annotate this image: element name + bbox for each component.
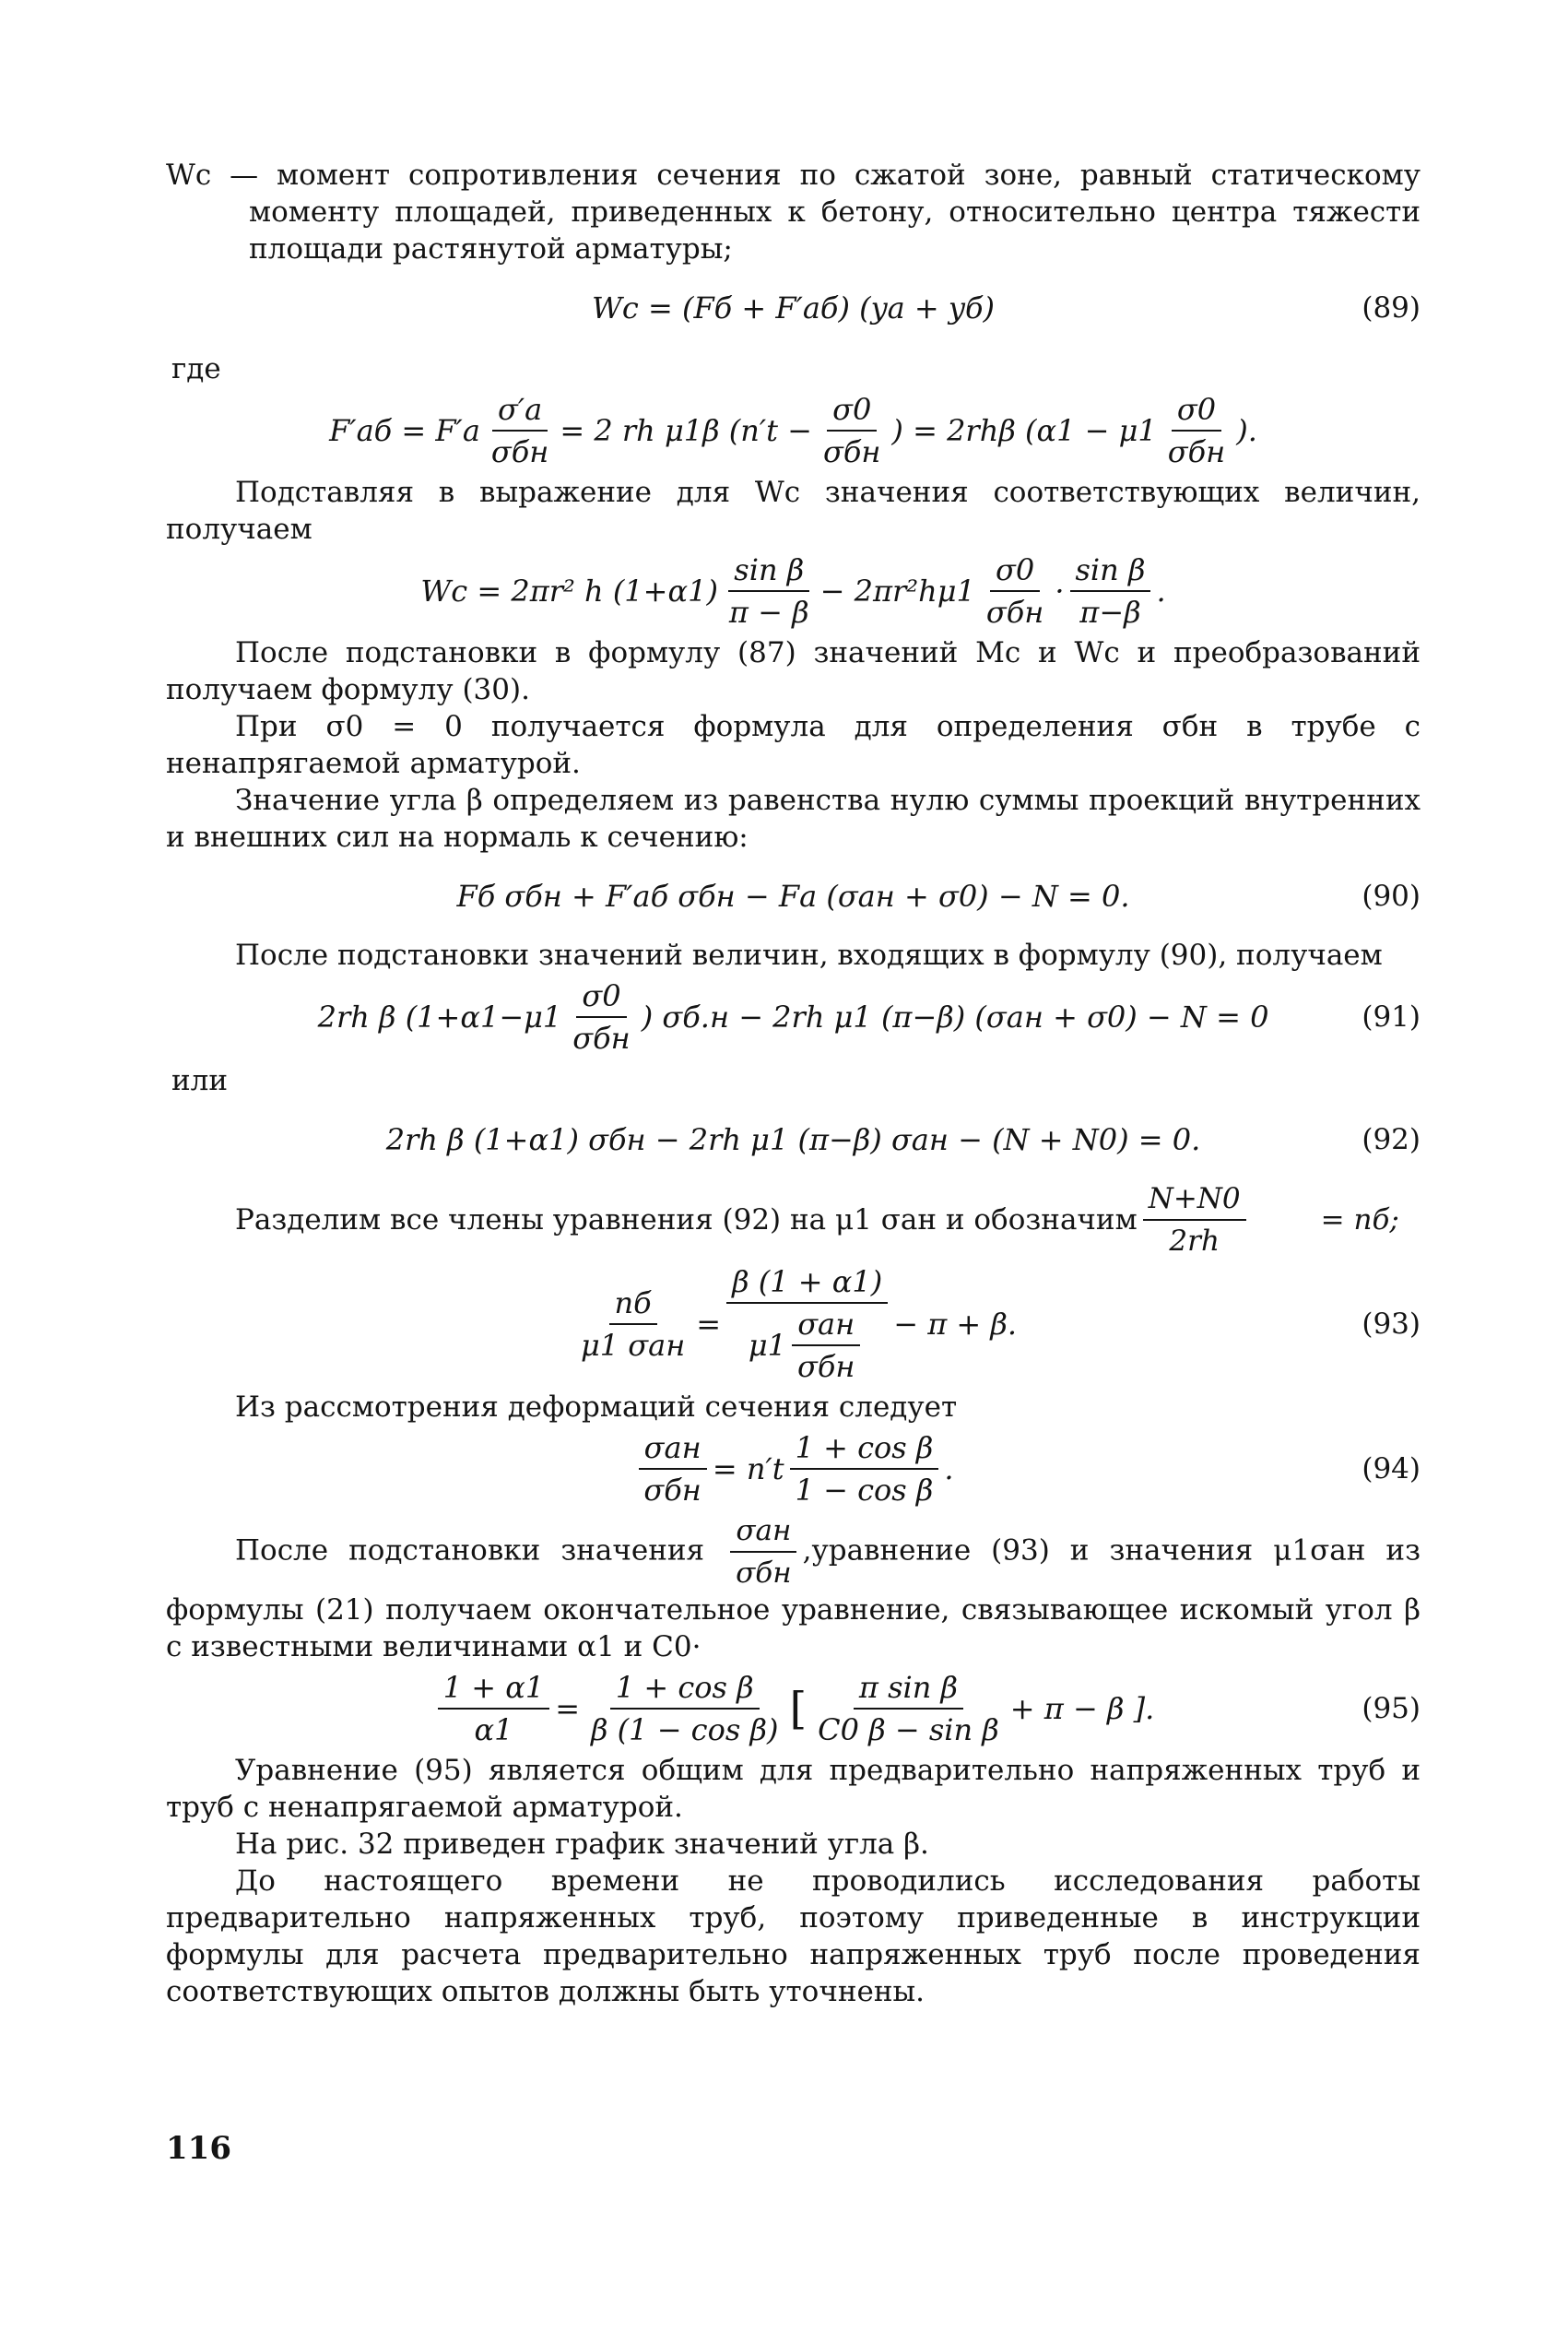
- fab-lhs: F′аб = F′а: [329, 413, 480, 448]
- equation-93: [166, 1263, 1421, 1385]
- fab-fraction-3: $\frac{\sigma 0}{\text{σбн}}$: [1167, 392, 1226, 469]
- final-substitution-paragraph: [166, 1512, 1421, 1665]
- eq95-cos-fraction: $\frac{\text{1 + cos β}}{\text{β (1 − cos β)}}$: [591, 1670, 779, 1747]
- equation-fab: [166, 391, 1421, 470]
- fab-middle-2: ) = 2rhβ (α1 − μ1: [891, 413, 1157, 448]
- fab-fraction-1: $\frac{\sigma'а}{\text{σбн}}$: [490, 392, 549, 469]
- beta-angle-text: Значение угла β определяем из равенства нулю суммы проекций внутренних и внешних сил на нормаль к сечению:: [166, 784, 1421, 854]
- deformation-text: Из рассмотрения деформаций сечения следует: [235, 1390, 958, 1424]
- eq89-formula: Wc = (Fб + F′аб) (yа + yб): [592, 290, 995, 325]
- eq95-equals: =: [555, 1691, 580, 1726]
- final-text-b: ,уравнение (93) и значения μ1σан из формулы (21) получаем окончательное уравнение, связывающее искомый угол β с известными величинами α1 и C0·: [166, 1533, 1421, 1663]
- or-label: или: [171, 1064, 229, 1097]
- fab-middle: = 2 rh μ1β (n′t −: [560, 413, 812, 448]
- eq89-number: (89): [1362, 291, 1421, 325]
- after-substitution-87: После подстановки в формулу (87) значений Mc и Wc и преобразований получаем формулу (30).: [166, 636, 1421, 706]
- fab-end: ).: [1236, 413, 1257, 448]
- wc-fraction-3: $\frac{\text{sin β}}{\pi-\beta}$: [1070, 551, 1151, 631]
- eq92-formula: 2rh β (1+α1) σбн − 2rh μ1 (π−β) σан − (N + N0) = 0.: [385, 1122, 1201, 1157]
- eq93-equals: =: [696, 1307, 722, 1342]
- final-text-a: После подстановки значения: [235, 1533, 705, 1568]
- eq90-formula: Fб σбн + F′аб σбн − Fа (σан + σ0) − N = 0.: [456, 879, 1130, 914]
- equation-95: [166, 1669, 1421, 1748]
- eq94-end: .: [944, 1451, 954, 1486]
- eq92-number: (92): [1362, 1123, 1421, 1156]
- wc-part-a: Wc = 2πr² h (1+α1): [420, 574, 718, 609]
- divide-paragraph: [166, 1180, 1421, 1260]
- eq94-lhs-fraction: $\frac{\text{σан}}{\text{σбн}}$: [638, 1429, 706, 1509]
- substitution-intro: Подставляя в выражение для Wc значения соответствующих величин, получаем: [166, 476, 1421, 546]
- equation-91: [166, 977, 1421, 1057]
- equation-89: [166, 271, 1421, 345]
- equation-94: [166, 1429, 1421, 1509]
- page-number: 116: [166, 2130, 231, 2167]
- wc-part-b: − 2πr²hμ1: [819, 574, 975, 609]
- nb-fraction: $\frac{N+N0}{2rh}$: [1143, 1180, 1246, 1260]
- wc-end: .: [1156, 574, 1166, 609]
- wc-dot: ·: [1055, 574, 1065, 609]
- eq94-rhs-fraction: $\frac{\text{1 + cos β}}{\text{1 − cos β}}$: [790, 1429, 939, 1509]
- equation-90: [166, 859, 1421, 933]
- eq93-lhs-fraction: $\frac{nб}{\text{μ1 σан}}$: [580, 1285, 686, 1363]
- inline-fraction: $\frac{\text{σан}}{\text{σбн}}$: [730, 1512, 797, 1591]
- fig32-note: На рис. 32 приведен график значений угла β.: [235, 1828, 929, 1861]
- equation-92: [166, 1103, 1421, 1177]
- conclusion-paragraph: До настоящего времени не проводились исследования работы предварительно напряженных труб, поэтому приведенные в инструкции формулы для расчета предварительно напряженных труб после проведения соответствующих опытов должны быть уточнены.: [166, 1864, 1421, 2008]
- eq90-number: (90): [1362, 880, 1421, 913]
- eq93-number: (93): [1362, 1307, 1421, 1341]
- wc-definition: Wc — момент сопротивления сечения по сжатой зоне, равный статическому моменту площадей, приведенных к бетону, относительно центра тяжести площади растянутой арматуры;: [166, 159, 1421, 266]
- wc-fraction-1: $\frac{\text{sin β}}{\pi - \beta}$: [728, 552, 809, 630]
- nb-definition: = nб;: [1320, 1203, 1399, 1236]
- sigma0-zero-note: При σ0 = 0 получается формула для определения σбн в трубе с ненапрягаемой арматурой.: [166, 710, 1421, 780]
- eq91-fraction: $\frac{\sigma 0}{\text{σбн}}$: [572, 978, 631, 1056]
- eq93-tail: − π + β.: [893, 1307, 1018, 1342]
- eq94-equals: = n′t: [712, 1451, 784, 1486]
- divide-text: Разделим все члены уравнения (92) на μ1 σан и обозначим: [235, 1203, 1138, 1236]
- eq95-number: (95): [1362, 1692, 1421, 1725]
- eq91-part-a: 2rh β (1+α1−μ1: [317, 1000, 562, 1035]
- equation-wc: [166, 551, 1421, 631]
- eq95-sin-fraction: $\frac{\text{π sin β}}{\text{C0 β − sin β}}$: [818, 1670, 999, 1747]
- fab-fraction-2: $\frac{\sigma 0}{\text{σбн}}$: [822, 392, 881, 469]
- eq95-general-note: Уравнение (95) является общим для предварительно напряженных труб и труб с ненапрягаемой арматурой.: [166, 1754, 1421, 1824]
- where-label: где: [171, 352, 221, 385]
- eq91-part-b: ) σб.н − 2rh μ1 (π−β) (σан + σ0) − N = 0: [641, 1000, 1269, 1035]
- eq95-tail: + π − β ].: [1009, 1691, 1155, 1726]
- eq95-lhs-fraction: $\frac{1 + \alpha 1}{\alpha 1}$: [438, 1669, 549, 1748]
- wc-fraction-2: $\frac{\sigma 0}{\text{σбн}}$: [985, 552, 1044, 630]
- eq94-number: (94): [1362, 1452, 1421, 1485]
- eq95-left-bracket: [: [789, 1683, 808, 1734]
- eq93-rhs-fraction: β (1 + α1) μ1 $\frac{\text{σан}}{\text{σбн}}$: [726, 1263, 888, 1385]
- after-substitution-90: После подстановки значений величин, входящих в формулу (90), получаем: [235, 939, 1383, 972]
- eq91-number: (91): [1362, 1000, 1421, 1034]
